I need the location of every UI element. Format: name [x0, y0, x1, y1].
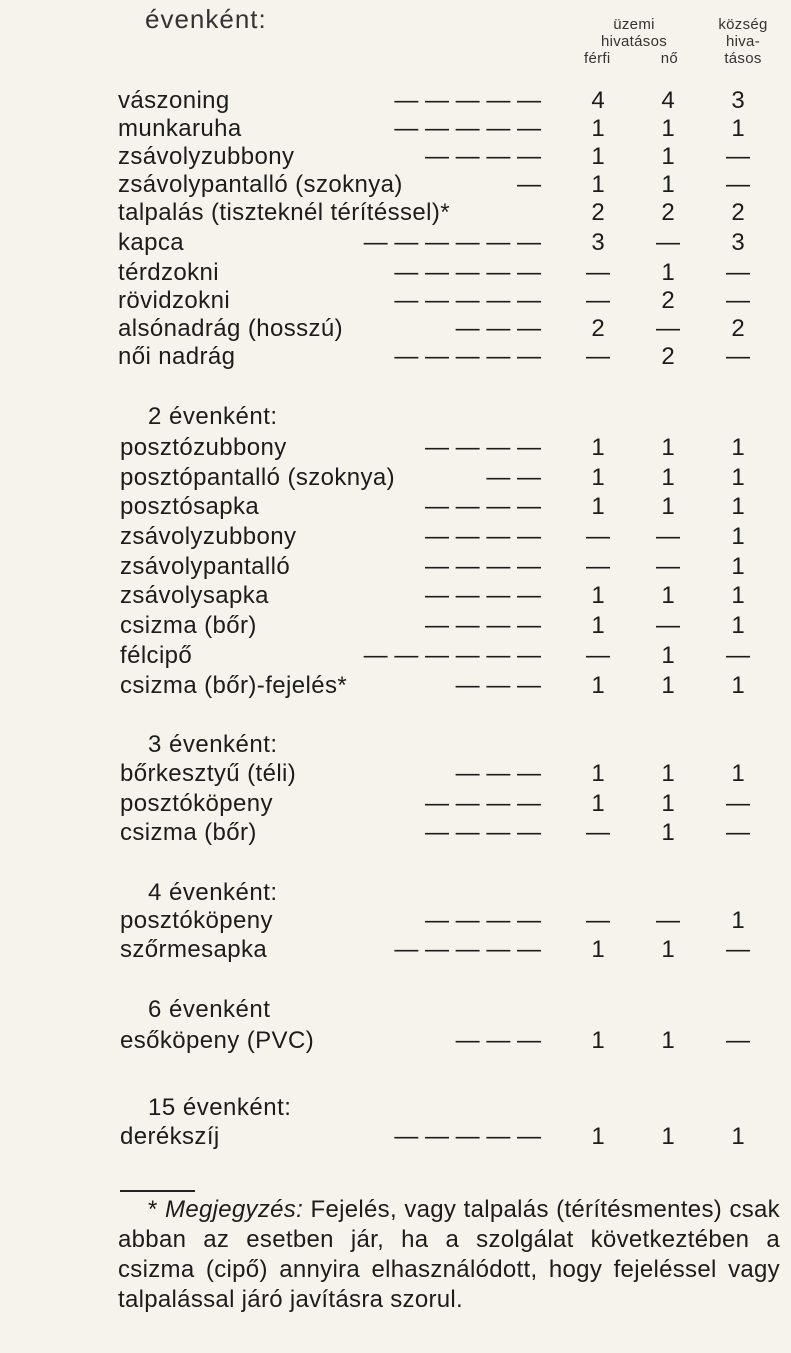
value-uzemi-ferfi: 1	[591, 115, 605, 142]
leader-dashes: — — — —	[424, 582, 541, 609]
leader-dashes: — — — —	[424, 143, 541, 170]
value-kozseg: —	[726, 171, 750, 198]
item-name: alsónadrág (hosszú)	[118, 315, 344, 342]
item-name: posztózubbony	[120, 434, 287, 461]
value-kozseg: 1	[731, 115, 745, 142]
table-row	[0, 935, 791, 965]
leader-dashes: — — — — — —	[363, 642, 541, 669]
item-name: zsávolysapka	[120, 582, 269, 609]
leader-dashes: — — — —	[424, 553, 541, 580]
value-uzemi-ferfi: 1	[591, 1123, 605, 1150]
table-row	[0, 314, 791, 344]
value-uzemi-ferfi: 1	[591, 434, 605, 461]
value-uzemi-no: 2	[661, 343, 675, 370]
leader-dashes: — — — — —	[394, 287, 541, 314]
value-kozseg: —	[726, 936, 750, 963]
value-kozseg: 1	[731, 493, 745, 520]
value-uzemi-ferfi: 2	[591, 199, 605, 226]
value-uzemi-ferfi: 1	[591, 493, 605, 520]
leader-dashes: — — — —	[424, 790, 541, 817]
item-name: térdzokni	[118, 259, 219, 286]
item-name: kapca	[118, 229, 185, 256]
column-header-uzemi	[578, 16, 690, 67]
leader-dashes: — — — — —	[394, 1123, 541, 1150]
table-row	[0, 342, 791, 372]
table-row	[0, 492, 791, 522]
item-name: esőköpeny (PVC)	[120, 1027, 315, 1054]
table-row	[0, 611, 791, 641]
value-uzemi-ferfi: 1	[591, 171, 605, 198]
table-row	[0, 818, 791, 848]
item-name: zsávolypantalló (szoknya)	[118, 171, 403, 198]
section-title: 3 évenként:	[148, 731, 278, 758]
footnote-rule	[120, 1190, 195, 1192]
item-name: derékszíj	[120, 1123, 220, 1150]
table-row	[0, 86, 791, 116]
item-name: csizma (bőr)	[120, 819, 257, 846]
value-kozseg: 1	[731, 464, 745, 491]
value-uzemi-ferfi: 1	[591, 760, 605, 787]
value-uzemi-ferfi: 1	[591, 936, 605, 963]
column-header-uzemi-line2: hivatásos	[600, 33, 668, 50]
item-name: zsávolyzubbony	[120, 523, 297, 550]
value-uzemi-no: 1	[661, 936, 675, 963]
leader-dashes: — — — —	[424, 434, 541, 461]
value-kozseg: 2	[731, 199, 745, 226]
value-kozseg: —	[726, 343, 750, 370]
leader-dashes: — — — —	[424, 493, 541, 520]
value-uzemi-no: 1	[661, 115, 675, 142]
value-uzemi-ferfi: 1	[591, 143, 605, 170]
value-kozseg: —	[726, 790, 750, 817]
leader-dashes: — — — —	[424, 819, 541, 846]
footnote-text: Fejelés, vagy talpalás (térítésmentes) csak abban az esetben jár, ha a szolgálat következtében a csizma (cipő) annyira elhasználódott, hogy fejeléssel vagy talpalással járó javításra szorul.	[118, 1196, 780, 1313]
value-uzemi-ferfi: —	[586, 259, 610, 286]
item-name: szőrmesapka	[120, 936, 268, 963]
value-kozseg: —	[726, 819, 750, 846]
table-row	[0, 581, 791, 611]
column-header-kozseg-line1: község	[718, 16, 768, 33]
value-uzemi-ferfi: —	[586, 343, 610, 370]
leader-dashes: — — — — —	[394, 87, 541, 114]
table-row	[0, 522, 791, 552]
leader-dashes: — — — —	[424, 612, 541, 639]
value-kozseg: 1	[731, 553, 745, 580]
value-uzemi-ferfi: —	[586, 553, 610, 580]
value-uzemi-ferfi: 1	[591, 672, 605, 699]
value-uzemi-no: 1	[661, 790, 675, 817]
value-uzemi-no: 1	[661, 1123, 675, 1150]
value-kozseg: 1	[731, 672, 745, 699]
value-uzemi-ferfi: —	[586, 819, 610, 846]
value-uzemi-no: 1	[661, 143, 675, 170]
value-kozseg: 3	[731, 87, 745, 114]
item-name: zsávolypantalló	[120, 553, 291, 580]
value-uzemi-no: 1	[661, 642, 675, 669]
value-uzemi-no: —	[656, 229, 680, 256]
column-header-no: nő	[660, 50, 678, 67]
item-name: vászoning	[118, 87, 230, 114]
table-row	[0, 906, 791, 936]
item-name: posztóköpeny	[120, 790, 273, 817]
footnote-label: Megjegyzés:	[165, 1196, 304, 1223]
value-kozseg: 1	[731, 612, 745, 639]
table-row	[0, 1122, 791, 1152]
table-row	[0, 258, 791, 288]
section-title: 15 évenként:	[148, 1094, 292, 1121]
value-uzemi-ferfi: 2	[591, 315, 605, 342]
value-kozseg: 1	[731, 582, 745, 609]
column-header-kozseg-line2: hiva-	[725, 33, 760, 50]
value-kozseg: —	[726, 1027, 750, 1054]
footnote-star: *	[148, 1196, 158, 1223]
column-header-ferfi: férfi	[584, 50, 611, 67]
value-kozseg: 1	[731, 760, 745, 787]
leader-dashes: — — — —	[424, 907, 541, 934]
leader-dashes: — —	[486, 464, 541, 491]
value-kozseg: —	[726, 287, 750, 314]
section-title: 4 évenként:	[148, 879, 278, 906]
item-name: félcipő	[120, 642, 193, 669]
leader-dashes: — — —	[455, 1027, 541, 1054]
item-name: csizma (bőr)	[120, 612, 257, 639]
value-kozseg: 1	[731, 1123, 745, 1150]
leader-dashes: — — —	[455, 672, 541, 699]
leader-dashes: — — — — — —	[363, 229, 541, 256]
value-uzemi-no: —	[656, 523, 680, 550]
item-name: rövidzokni	[118, 287, 231, 314]
table-row	[0, 552, 791, 582]
table-row	[0, 228, 791, 258]
leader-dashes: — — — — —	[394, 343, 541, 370]
item-name: női nadrág	[118, 343, 236, 370]
table-row	[0, 1026, 791, 1056]
value-uzemi-no: 1	[661, 493, 675, 520]
table-row	[0, 641, 791, 671]
table-row	[0, 286, 791, 316]
table-row	[0, 170, 791, 200]
section-title: 2 évenként:	[148, 403, 278, 430]
value-uzemi-no: —	[656, 553, 680, 580]
value-kozseg: 3	[731, 229, 745, 256]
table-row	[0, 198, 791, 228]
value-kozseg: 2	[731, 315, 745, 342]
value-uzemi-no: 1	[661, 582, 675, 609]
value-kozseg: 1	[731, 434, 745, 461]
item-name: bőrkesztyű (téli)	[120, 760, 297, 787]
value-uzemi-no: 2	[661, 199, 675, 226]
value-uzemi-no: 1	[661, 1027, 675, 1054]
column-header-kozseg-line3: tásos	[724, 50, 762, 67]
column-header-kozseg	[700, 16, 786, 67]
table-row	[0, 789, 791, 819]
value-kozseg: —	[726, 642, 750, 669]
leader-dashes: — — — — —	[394, 115, 541, 142]
item-name: posztóköpeny	[120, 907, 273, 934]
leader-dashes: —	[517, 171, 541, 198]
value-kozseg: 1	[731, 907, 745, 934]
column-header-uzemi-line1: üzemi	[613, 16, 655, 33]
item-name: munkaruha	[118, 115, 242, 142]
section-title: 6 évenként	[148, 996, 271, 1023]
value-kozseg: 1	[731, 523, 745, 550]
value-uzemi-ferfi: 4	[591, 87, 605, 114]
item-name: csizma (bőr)-fejelés*	[120, 672, 348, 699]
value-uzemi-ferfi: 1	[591, 612, 605, 639]
value-uzemi-no: 4	[661, 87, 675, 114]
value-uzemi-ferfi: —	[586, 523, 610, 550]
value-uzemi-ferfi: 1	[591, 790, 605, 817]
value-kozseg: —	[726, 259, 750, 286]
value-uzemi-no: 1	[661, 760, 675, 787]
value-uzemi-ferfi: 1	[591, 582, 605, 609]
leader-dashes: — — —	[455, 760, 541, 787]
table-row	[0, 142, 791, 172]
value-uzemi-no: —	[656, 612, 680, 639]
header-period-label: évenként:	[145, 4, 267, 34]
leader-dashes: — — — — —	[394, 936, 541, 963]
value-uzemi-ferfi: —	[586, 287, 610, 314]
value-uzemi-ferfi: 3	[591, 229, 605, 256]
value-uzemi-ferfi: 1	[591, 464, 605, 491]
value-uzemi-no: 1	[661, 171, 675, 198]
item-name: posztósapka	[120, 493, 260, 520]
item-name: posztópantalló (szoknya)	[120, 464, 396, 491]
table-row	[0, 463, 791, 493]
table-row	[0, 114, 791, 144]
leader-dashes: — — — —	[424, 523, 541, 550]
value-uzemi-no: 1	[661, 464, 675, 491]
value-uzemi-no: 2	[661, 287, 675, 314]
value-uzemi-ferfi: 1	[591, 1027, 605, 1054]
leader-dashes: — — —	[455, 315, 541, 342]
item-name: zsávolyzubbony	[118, 143, 295, 170]
leader-dashes: — — — — —	[394, 259, 541, 286]
value-kozseg: —	[726, 143, 750, 170]
table-row	[0, 671, 791, 701]
value-uzemi-no: 1	[661, 819, 675, 846]
value-uzemi-ferfi: —	[586, 642, 610, 669]
value-uzemi-no: —	[656, 315, 680, 342]
item-name: talpalás (tiszteknél térítéssel)*	[118, 199, 450, 226]
value-uzemi-no: 1	[661, 259, 675, 286]
value-uzemi-no: —	[656, 907, 680, 934]
value-uzemi-no: 1	[661, 434, 675, 461]
footnote	[118, 1195, 780, 1315]
table-row	[0, 759, 791, 789]
table-row	[0, 433, 791, 463]
value-uzemi-no: 1	[661, 672, 675, 699]
value-uzemi-ferfi: —	[586, 907, 610, 934]
